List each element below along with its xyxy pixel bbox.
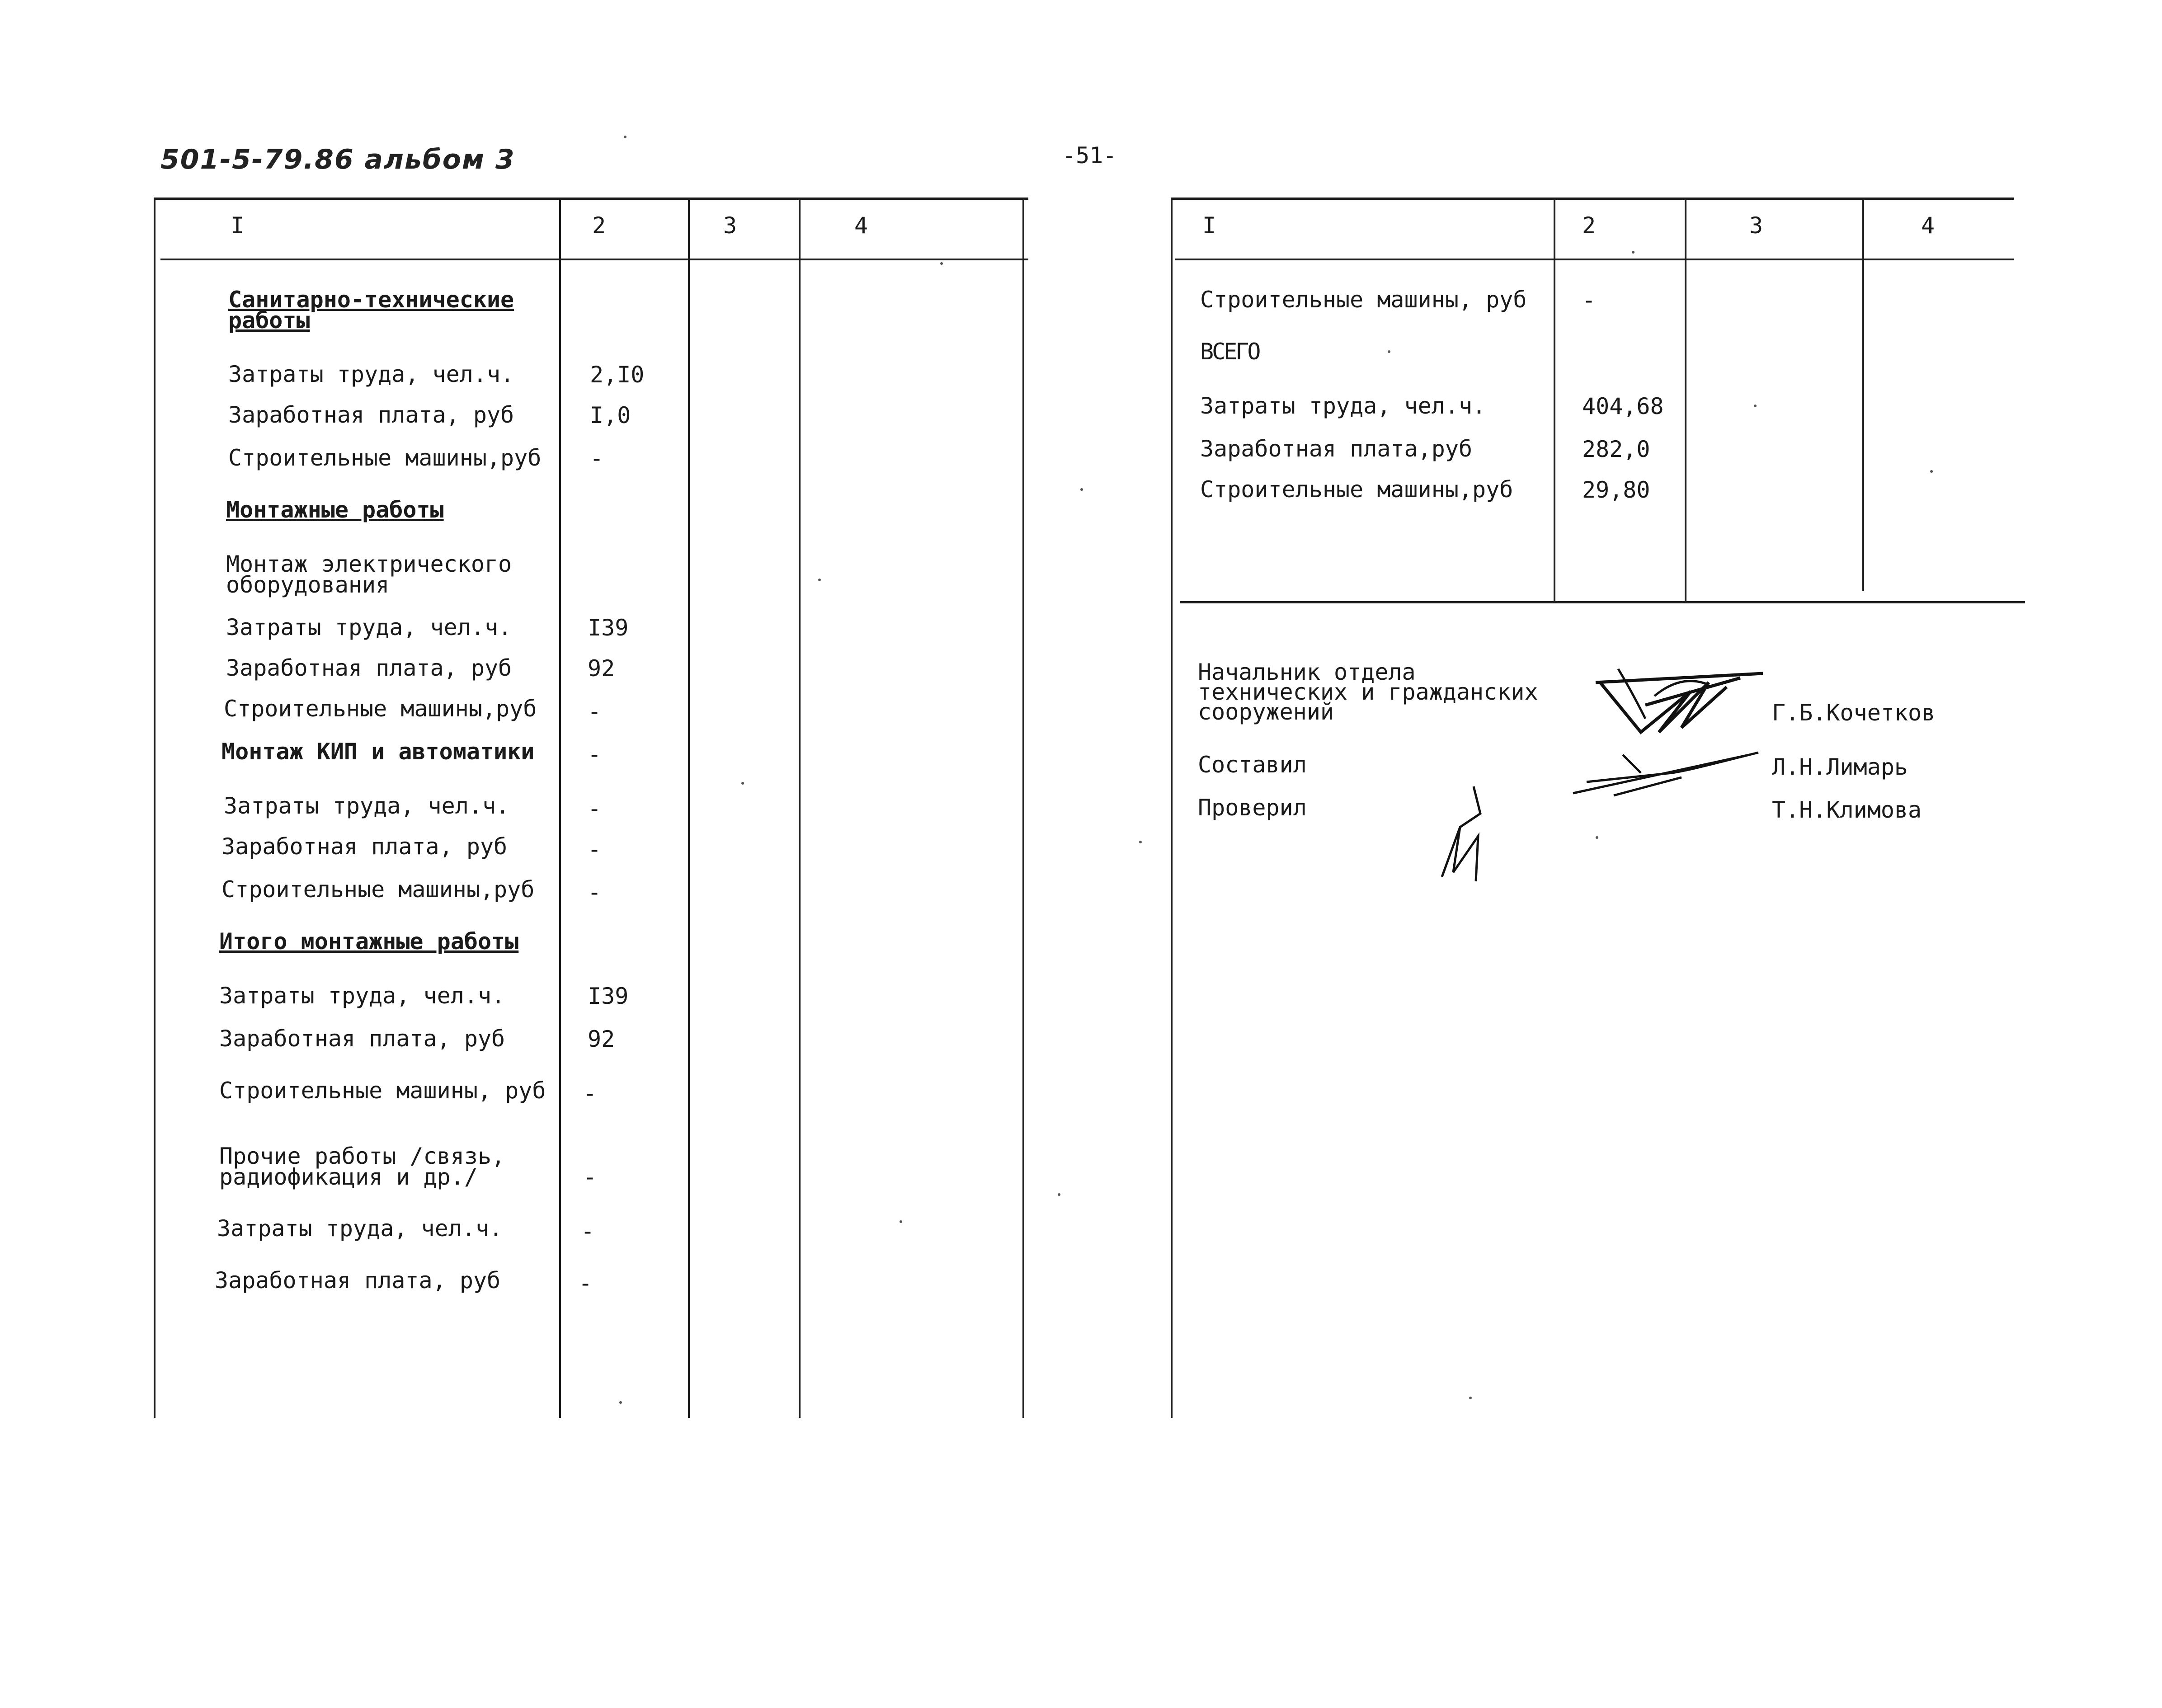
left-col-header-3: 3 [723, 212, 737, 239]
right-table-col-border [1171, 198, 1173, 1418]
scan-speck [1139, 841, 1142, 843]
left-row-label: Санитарно-технические работы [228, 287, 514, 334]
left-row-value: - [581, 1218, 595, 1244]
left-col-header-2: 2 [592, 212, 606, 239]
left-row-value: 92 [588, 1026, 615, 1052]
left-row-label: Затраты труда, чел.ч. [217, 1215, 503, 1242]
right-row-value: 404,68 [1582, 393, 1664, 419]
left-table-col-border [154, 198, 155, 1418]
scan-speck [624, 136, 626, 138]
left-row-value: - [579, 1270, 593, 1296]
left-table-header-border [160, 259, 1028, 260]
right-row-value: - [1582, 287, 1596, 313]
left-col-header-4: 4 [854, 212, 868, 239]
left-row-label: Строительные машины,руб [224, 696, 537, 722]
left-row-label: Итого монтажные работы [219, 928, 519, 955]
checked-by-label: Проверил [1198, 795, 1307, 821]
left-row-label: Затраты труда, чел.ч. [224, 793, 510, 819]
signature-compiled [1569, 746, 1763, 800]
left-row-label: Заработная плата, руб [226, 655, 512, 681]
page-number: -51- [1062, 142, 1117, 169]
scan-speck [940, 262, 943, 265]
right-row-value: 282,0 [1582, 436, 1650, 462]
right-row-label: Заработная плата,руб [1200, 436, 1473, 462]
left-row-value: - [588, 836, 602, 862]
left-row-value: - [588, 698, 602, 725]
left-row-value: - [583, 1164, 597, 1190]
right-row-label: Строительные машины,руб [1200, 476, 1513, 503]
right-table-bottom-border [1180, 601, 2025, 603]
right-col-header-1: I [1202, 212, 1216, 239]
scan-speck [1754, 405, 1757, 407]
right-col-header-4: 4 [1921, 212, 1935, 239]
scan-speck [1058, 1193, 1060, 1196]
compiled-by-name: Л.Н.Лимарь [1772, 754, 1908, 780]
left-row-label: Заработная плата, руб [215, 1267, 501, 1294]
right-row-label: Строительные машины, руб [1200, 287, 1527, 313]
left-row-label: Прочие работы /связь, радиофикация и др./ [219, 1143, 505, 1190]
signature-checked [1433, 782, 1496, 881]
right-table-header-border [1175, 259, 2014, 260]
left-row-value: I,0 [590, 402, 631, 428]
left-row-value: I39 [588, 983, 629, 1009]
left-row-label: Затраты труда, чел.ч. [226, 614, 512, 640]
left-row-label: Монтаж КИП и автоматики [221, 739, 535, 765]
left-row-label: Строительные машины,руб [228, 445, 542, 471]
right-table-col-border [1862, 198, 1864, 591]
right-table-col-border [1554, 198, 1555, 602]
left-row-value: 92 [588, 655, 615, 682]
left-row-label: Заработная плата, руб [221, 833, 508, 860]
right-row-label: ВСЕГО [1200, 339, 1259, 365]
left-row-label: Заработная плата, руб [228, 402, 514, 428]
left-row-label: Затраты труда, чел.ч. [219, 983, 505, 1009]
left-row-label: Строительные машины,руб [221, 876, 535, 903]
left-row-label: Заработная плата, руб [219, 1026, 505, 1052]
scan-speck [818, 579, 821, 581]
left-table-col-border [799, 198, 801, 1418]
scan-speck [1469, 1397, 1472, 1399]
left-row-value: - [588, 795, 602, 822]
signature-head [1591, 664, 1772, 741]
left-table-col-border [559, 198, 561, 1418]
left-row-value: - [590, 445, 604, 471]
left-table-top-border [154, 198, 1028, 200]
scan-speck [1596, 836, 1598, 839]
scan-speck [619, 1401, 622, 1404]
left-row-label: Затраты труда, чел.ч. [228, 361, 514, 387]
right-row-value: 29,80 [1582, 477, 1650, 503]
right-row-label: Затраты труда, чел.ч. [1200, 393, 1486, 419]
compiled-by-label: Составил [1198, 752, 1307, 778]
head-of-department-name: Г.Б.Кочетков [1772, 700, 1936, 726]
left-row-label: Монтаж электрического оборудования [226, 551, 512, 598]
scan-speck [1080, 488, 1083, 491]
right-col-header-2: 2 [1582, 212, 1596, 239]
left-row-value: - [588, 741, 602, 767]
left-row-label: Строительные машины, руб [219, 1077, 546, 1104]
right-col-header-3: 3 [1749, 212, 1763, 239]
left-row-value: - [588, 879, 602, 905]
checked-by-name: Т.Н.Климова [1772, 797, 1922, 823]
right-table-top-border [1171, 198, 2014, 200]
scan-speck [1388, 350, 1390, 353]
left-row-value: I39 [588, 615, 629, 641]
left-table-col-border [1022, 198, 1024, 1418]
left-row-label: Монтажные работы [226, 497, 444, 523]
scan-speck [1632, 251, 1634, 254]
left-row-value: - [583, 1080, 597, 1106]
document-code: 501-5-79.86 альбом 3 [160, 144, 515, 175]
right-table-col-border [1685, 198, 1686, 602]
head-of-department-label: Начальник отдела технических и гражданских сооружений [1198, 659, 1538, 725]
left-table-col-border [688, 198, 690, 1418]
scan-speck [1930, 470, 1933, 473]
scan-speck [900, 1220, 902, 1223]
left-row-value: 2,I0 [590, 362, 645, 388]
left-col-header-1: I [231, 212, 245, 239]
scan-speck [741, 782, 744, 785]
